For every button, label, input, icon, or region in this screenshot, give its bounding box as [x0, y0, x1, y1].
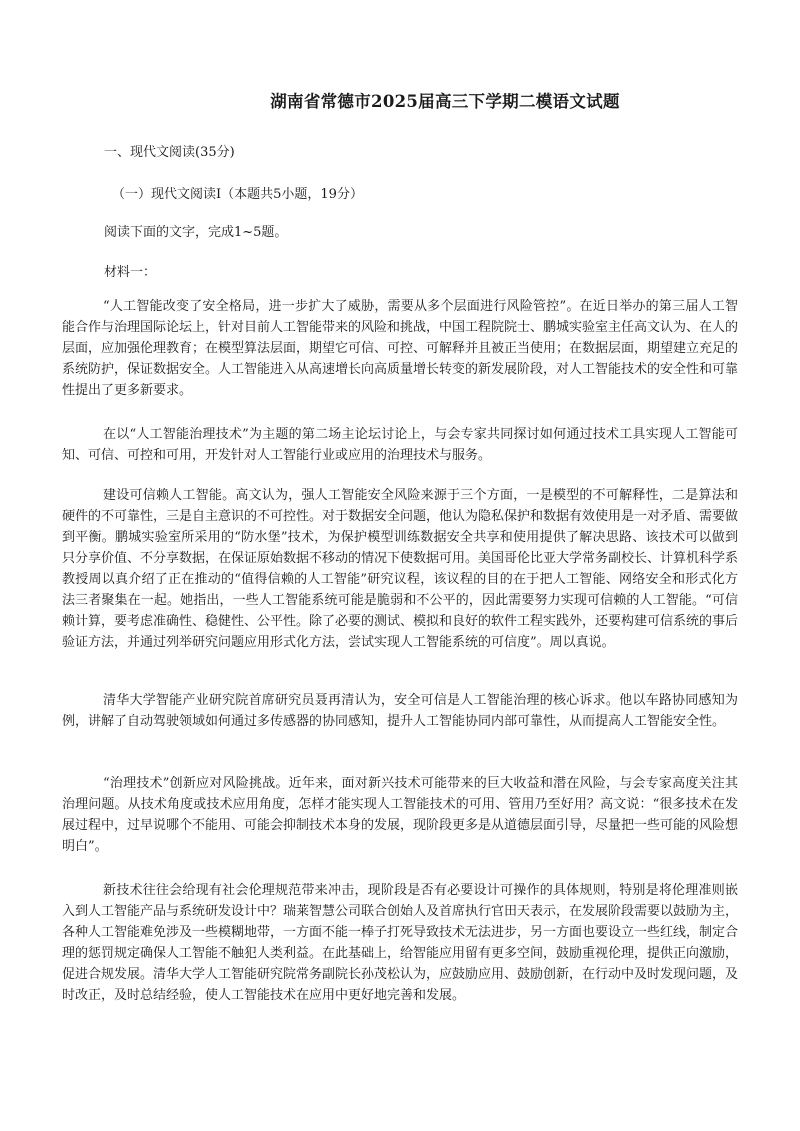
section-heading: 一、现代文阅读(35分) — [104, 145, 235, 160]
material-label: 材料一： — [104, 265, 157, 280]
paragraph-1: “人工智能改变了安全格局，进一步扩大了威胁，需要从多个层面进行风险管控”。在近日举办的第三届人工智能合作与治理国际论坛上，针对目前人工智能带来的风险和挑战，中国工程院院士、鹏城实验室主任高文认为、在人的层面，应加强伦理教育；在模型算法层面，期望它可信、可控、可解释并且被正当使用；在数据层面，期望建立充足的系统防护，保证数据安全。人工智能进入从高速增长向高质量增长转变的新发展阶段，对人工智能技术的安全性和可靠性提出了更多新要求。 — [62, 299, 739, 398]
paragraph-4: 清华大学智能产业研究院首席研究员聂再清认为，安全可信是人工智能治理的核心诉求。他以车路协同感知为例，讲解了自动驾驶领域如何通过多传感器的协同感知，提升人工智能协同内部可靠性，从而提高人工智能安全性。 — [62, 693, 738, 729]
paragraph-2: 在以“人工智能治理技术”为主题的第二场主论坛讨论上，与会专家共同探讨如何通过技术工具实现人工智能可知、可信、可控和可用，开发针对人工智能行业或应用的治理技术与服务。 — [62, 427, 738, 463]
paragraph-3: 建设可信赖人工智能。高文认为，强人工智能安全风险来源于三个方面，一是模型的不可解释性，二是算法和硬件的不可靠性，三是自主意识的不可控性。对于数据安全问题，他认为隐私保护和数据有效使用是一对矛盾、需要做到平衡。鹏城实验室所采用的“防水堡”技术，为保护模型训练数据安全共享和使用提供了解决思路、该技术可以做到只分享价值、不分享数据，在保证原始数据不移动的情况下使数据可用。美国哥伦比亚大学常务副校长、计算机科学系教授周以真介绍了正在推动的“值得信赖的人工智能”研究议程，该议程的目的在于把人工智能、网络安全和形式化方法三者聚集在一起。她指出，一些人工智能系统可能是脆弱和不公平的，因此需要努力实现可信赖的人工智能。“可信赖计算，要考虑准确性、稳健性、公平性。除了必要的测试、模拟和良好的软件工程实践外，还要构建可信系统的事后验证方法，并通过列举研究问题应用形式化方法，尝试实现人工智能系统的可信度”。周以真说。 — [62, 488, 739, 650]
subsection-heading: （一）现代文阅读Ⅰ（本题共5小题，19分） — [112, 187, 363, 202]
paragraph-6: 新技术往往会给现有社会伦理规范带来冲击，现阶段是否有必要设计可操作的具体规则，特别是将伦理准则嵌入到人工智能产品与系统研发设计中？瑞莱智慧公司联合创始人及首席执行官田天表示，在发展阶段需要以鼓励为主，各种人工智能难免涉及一些模糊地带，一方面不能一棒子打死导致技术无法进步，另一方面也要设立一些红线，制定合理的惩罚规定确保人工智能不触犯人类利益。在此基础上，给智能应用留有更多空间，鼓励重视伦理，提供正向激励，促进合规发展。清华大学人工智能研究院常务副院长孙茂松认为，应鼓励应用、鼓励创新，在行动中及时发现问题，及时改正，及时总结经验，使人工智能技术在应用中更好地完善和发展。 — [62, 883, 739, 1003]
reading-instruction: 阅读下面的文字，完成1~5题。 — [104, 225, 288, 240]
paragraph-5: “治理技术”创新应对风险挑战。近年来，面对新兴技术可能带来的巨大收益和潜在风险，与会专家高度关注其治理问题。从技术角度或技术应用角度，怎样才能实现人工智能技术的可用、管用乃至好用？高文说：“很多技术在发展过程中，过早说哪个不能用、可能会抑制技术本身的发展，现阶段更多是从道德层面引导，尽量把一些可能的风险想明白”。 — [62, 776, 739, 854]
document-title: 湖南省常德市2025届高三下学期二模语文试题 — [270, 92, 620, 111]
